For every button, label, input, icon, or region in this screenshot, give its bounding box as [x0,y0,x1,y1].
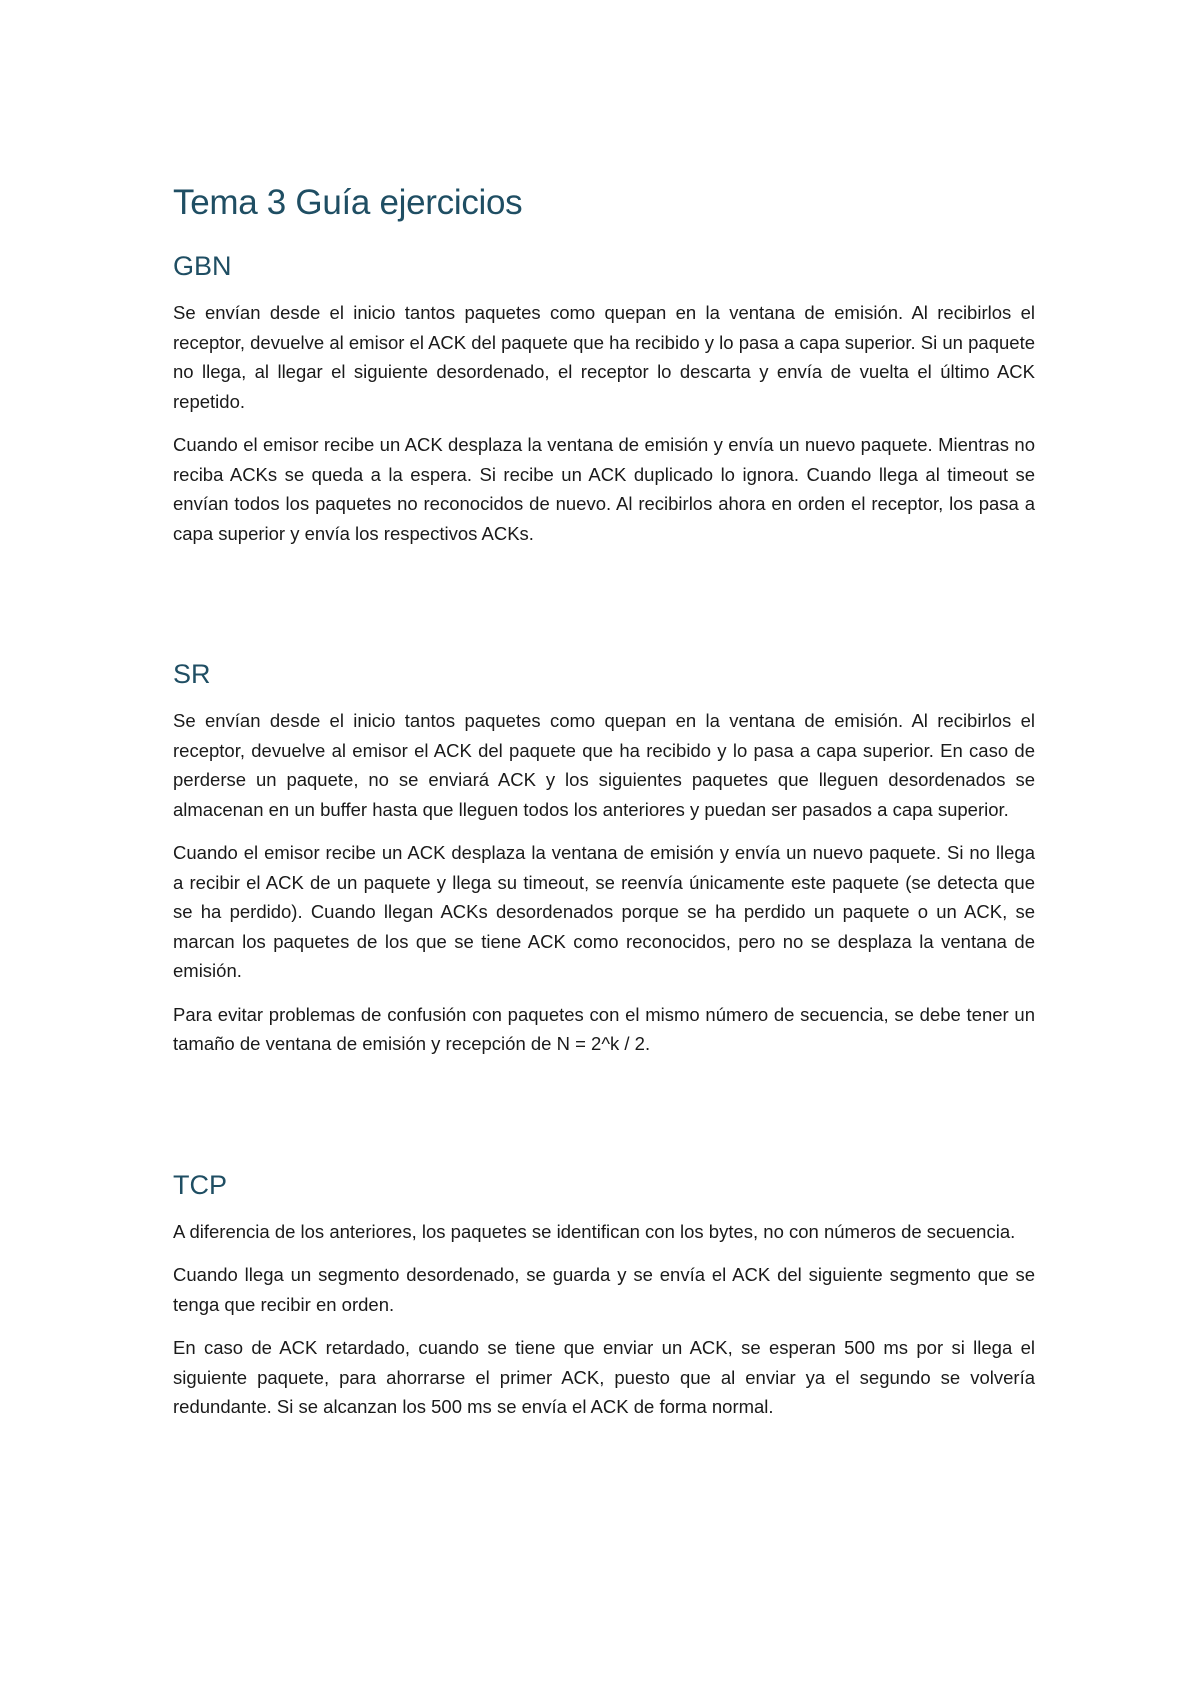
section-tcp [173,1167,1035,1422]
paragraph: Cuando el emisor recibe un ACK desplaza la ventana de emisión y envía un nuevo paquete. Mientras no reciba ACKs se queda a la espera. Si recibe un ACK duplicado lo ignora. Cuando llega al timeout se envían todos los paquetes no reconocidos de nuevo. Al recibirlos ahora en orden el receptor, los pasa a capa superior y envía los respectivos ACKs. [173,434,1035,544]
paragraph: Se envían desde el inicio tantos paquetes como quepan en la ventana de emisión. Al recibirlos el receptor, devuelve al emisor el ACK del paquete que ha recibido y lo pasa a capa superior. Si un paquete no llega, al llegar el siguiente desordenado, el receptor lo descarta y envía de vuelta el último ACK repetido. [173,302,1035,412]
paragraph: Cuando el emisor recibe un ACK desplaza la ventana de emisión y envía un nuevo paquete. Si no llega a recibir el ACK de un paquete y llega su timeout, se reenvía únicamente este paquete (se detecta que se ha perdido). Cuando llegan ACKs desordenados porque se ha perdido un paquete o un ACK, se marcan los paquetes de los que se tiene ACK como reconocidos, pero no se desplaza la ventana de emisión. [173,842,1035,981]
paragraph: A diferencia de los anteriores, los paquetes se identifican con los bytes, no con números de secuencia. [173,1220,1016,1242]
section-spacer [173,1073,1035,1167]
document-page [173,180,1035,1436]
document-title: Tema 3 Guía ejercicios [173,183,523,222]
paragraph: En caso de ACK retardado, cuando se tiene que enviar un ACK, se esperan 500 ms por si llega el siguiente paquete, para ahorrarse el primer ACK, puesto que al enviar ya el segundo se volvería redundante. Si se alcanzan los 500 ms se envía el ACK de forma normal. [173,1337,1035,1417]
section-spacer [173,562,1035,656]
section-heading-gbn: GBN [173,251,232,281]
section-sr [173,656,1035,1059]
section-gbn [173,248,1035,548]
section-heading-tcp: TCP [173,1169,227,1200]
section-heading-sr: SR [173,659,211,689]
paragraph: Para evitar problemas de confusión con paquetes con el mismo número de secuencia, se debe tener un tamaño de ventana de emisión y recepción de N = 2^k / 2. [173,1003,1035,1054]
paragraph: Cuando llega un segmento desordenado, se guarda y se envía el ACK del siguiente segmento que se tenga que recibir en orden. [173,1264,1035,1315]
paragraph: Se envían desde el inicio tantos paquetes como quepan en la ventana de emisión. Al recibirlos el receptor, devuelve al emisor el ACK del paquete que ha recibido y lo pasa a capa superior. En caso de perderse un paquete, no se enviará ACK y los siguientes paquetes que lleguen desordenados se almacenan en un buffer hasta que lleguen todos los anteriores y puedan ser pasados a capa superior. [173,710,1035,820]
